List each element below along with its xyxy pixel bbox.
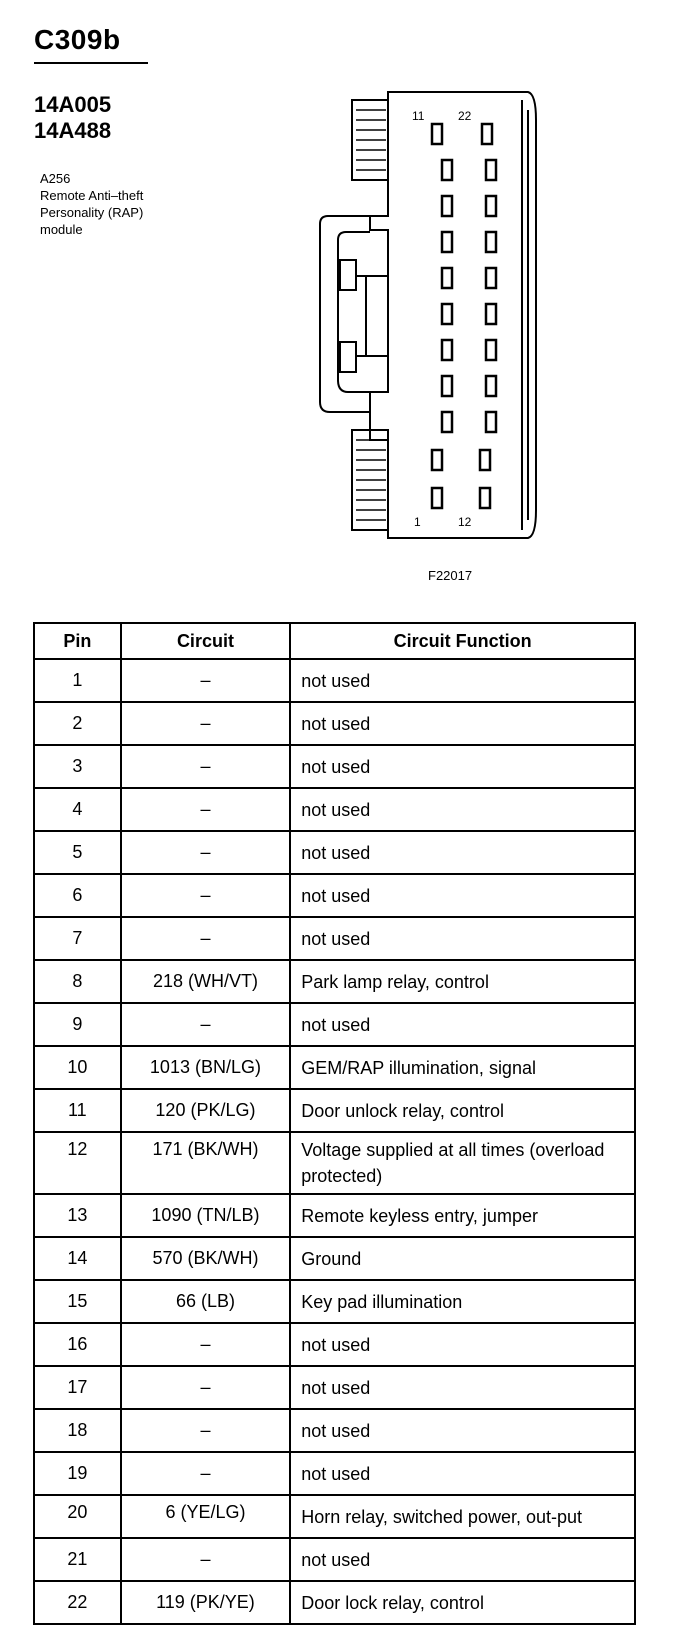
table-row <box>34 702 635 745</box>
function-cell: not used <box>290 1452 635 1495</box>
table-row <box>34 745 635 788</box>
table-row <box>34 1194 635 1237</box>
function-cell: not used <box>290 1538 635 1581</box>
function-cell: Door lock relay, control <box>290 1581 635 1624</box>
circuit-cell: – <box>121 1366 291 1409</box>
table-row <box>34 1046 635 1089</box>
function-cell: not used <box>290 917 635 960</box>
connector-id-underline <box>34 62 148 64</box>
circuit-cell: 218 (WH/VT) <box>121 960 291 1003</box>
module-line: A256 <box>40 171 71 186</box>
pin-cell: 22 <box>34 1581 121 1624</box>
circuit-cell: – <box>121 1452 291 1495</box>
circuit-cell: – <box>121 917 291 960</box>
table-row <box>34 1003 635 1046</box>
function-cell: not used <box>290 874 635 917</box>
part-numbers <box>34 92 111 144</box>
pin-cell: 2 <box>34 702 121 745</box>
pinout-table <box>33 622 636 1625</box>
circuit-cell: – <box>121 745 291 788</box>
circuit-cell: – <box>121 1323 291 1366</box>
table-row <box>34 831 635 874</box>
circuit-cell: 171 (BK/WH) <box>121 1132 291 1194</box>
pin-cell: 18 <box>34 1409 121 1452</box>
header-circuit: Circuit <box>121 623 291 659</box>
function-cell: Horn relay, switched power, out-put <box>290 1495 635 1538</box>
table-row <box>34 1366 635 1409</box>
pin-cell: 3 <box>34 745 121 788</box>
table-row <box>34 788 635 831</box>
module-line: Personality (RAP) <box>40 205 144 220</box>
pin-cell: 14 <box>34 1237 121 1280</box>
circuit-cell: 1090 (TN/LB) <box>121 1194 291 1237</box>
function-cell: Remote keyless entry, jumper <box>290 1194 635 1237</box>
function-cell: not used <box>290 1003 635 1046</box>
function-cell: not used <box>290 831 635 874</box>
table-row <box>34 1237 635 1280</box>
part-number: 14A005 <box>34 92 112 117</box>
circuit-cell: 570 (BK/WH) <box>121 1237 291 1280</box>
connector-face-diagram <box>300 80 550 560</box>
pin-label-22: 22 <box>458 109 472 123</box>
pin-cell: 16 <box>34 1323 121 1366</box>
figure-label: F22017 <box>428 568 473 583</box>
pin-label-12: 12 <box>458 515 472 529</box>
header-function: Circuit Function <box>290 623 635 659</box>
table-row <box>34 1409 635 1452</box>
pin-cell: 4 <box>34 788 121 831</box>
circuit-cell: 6 (YE/LG) <box>121 1495 291 1538</box>
pin-cell: 5 <box>34 831 121 874</box>
pin-cell: 20 <box>34 1495 121 1538</box>
table-row <box>34 1132 635 1194</box>
circuit-cell: – <box>121 702 291 745</box>
function-cell: Key pad illumination <box>290 1280 635 1323</box>
table-header-row <box>34 623 635 659</box>
connector-id: C309b <box>34 24 121 55</box>
table-row <box>34 659 635 702</box>
function-cell: not used <box>290 1366 635 1409</box>
table-row <box>34 960 635 1003</box>
part-number: 14A488 <box>34 118 112 143</box>
circuit-cell: 1013 (BN/LG) <box>121 1046 291 1089</box>
module-line: Remote Anti–theft <box>40 188 144 203</box>
pin-cell: 12 <box>34 1132 121 1194</box>
circuit-cell: – <box>121 1003 291 1046</box>
circuit-cell: 120 (PK/LG) <box>121 1089 291 1132</box>
table-row <box>34 1280 635 1323</box>
circuit-cell: 66 (LB) <box>121 1280 291 1323</box>
circuit-cell: 119 (PK/YE) <box>121 1581 291 1624</box>
circuit-cell: – <box>121 831 291 874</box>
module-description <box>40 170 210 238</box>
module-line: module <box>40 222 83 237</box>
function-cell: Door unlock relay, control <box>290 1089 635 1132</box>
function-cell: not used <box>290 1409 635 1452</box>
table-row <box>34 1323 635 1366</box>
pin-cell: 21 <box>34 1538 121 1581</box>
header-pin: Pin <box>34 623 121 659</box>
pin-cell: 11 <box>34 1089 121 1132</box>
table-row <box>34 1495 635 1538</box>
pin-cell: 9 <box>34 1003 121 1046</box>
function-cell: Park lamp relay, control <box>290 960 635 1003</box>
function-cell: Ground <box>290 1237 635 1280</box>
table-row <box>34 874 635 917</box>
function-cell: not used <box>290 702 635 745</box>
pin-cell: 15 <box>34 1280 121 1323</box>
function-cell: not used <box>290 788 635 831</box>
pin-cell: 7 <box>34 917 121 960</box>
pin-label-1: 1 <box>414 515 421 529</box>
circuit-cell: – <box>121 1538 291 1581</box>
table-row <box>34 1538 635 1581</box>
pin-cell: 13 <box>34 1194 121 1237</box>
function-cell: not used <box>290 745 635 788</box>
pin-cell: 8 <box>34 960 121 1003</box>
pin-cell: 19 <box>34 1452 121 1495</box>
pin-cell: 17 <box>34 1366 121 1409</box>
circuit-cell: – <box>121 1409 291 1452</box>
pin-cell: 10 <box>34 1046 121 1089</box>
pin-cell: 6 <box>34 874 121 917</box>
circuit-cell: – <box>121 788 291 831</box>
circuit-cell: – <box>121 659 291 702</box>
function-cell: GEM/RAP illumination, signal <box>290 1046 635 1089</box>
table-row <box>34 1089 635 1132</box>
pin-label-11: 11 <box>412 109 425 123</box>
table-row <box>34 1452 635 1495</box>
table-row <box>34 917 635 960</box>
circuit-cell: – <box>121 874 291 917</box>
pin-cell: 1 <box>34 659 121 702</box>
function-cell: Voltage supplied at all times (overload protected) <box>290 1132 635 1194</box>
function-cell: not used <box>290 1323 635 1366</box>
function-cell: not used <box>290 659 635 702</box>
table-row <box>34 1581 635 1624</box>
